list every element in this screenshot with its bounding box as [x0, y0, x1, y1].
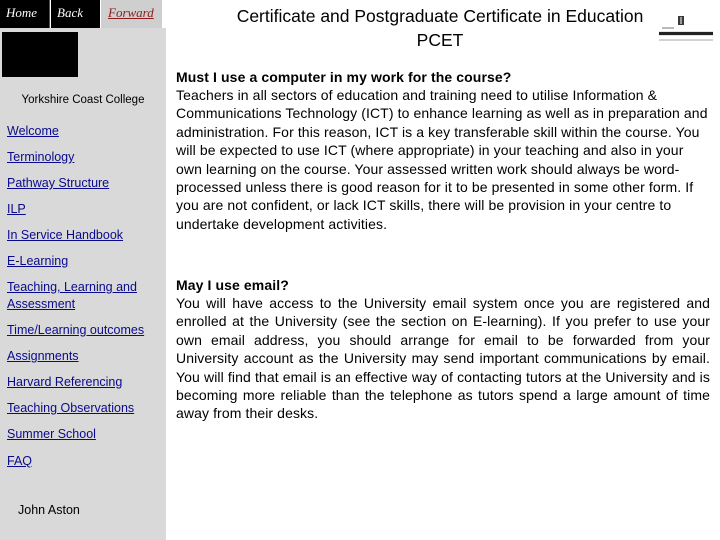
page-title	[218, 4, 662, 52]
sidebar-link-harvard-referencing[interactable]: Harvard Referencing	[7, 375, 123, 389]
page-title-line2: PCET	[416, 30, 464, 50]
author-name: John Aston	[18, 503, 80, 517]
sidebar-link-teaching-learning-assessment[interactable]: Teaching, Learning and Assessment	[7, 280, 137, 311]
sidebar-image-placeholder	[2, 32, 78, 77]
sidebar-link-in-service-handbook[interactable]: In Service Handbook	[7, 228, 124, 242]
question-title-email: May I use email?	[176, 277, 289, 293]
forward-button[interactable]: Forward	[101, 0, 162, 28]
sidebar-link-time-learning-outcomes[interactable]: Time/Learning outcomes	[7, 323, 145, 337]
sidebar-link-welcome[interactable]: Welcome	[7, 124, 59, 138]
answer-computer: Teachers in all sectors of education and training need to utilise Information & Communications Technology (ICT) to enhance learning as well as in preparation and administration. For this reason, ICT is a key transferable skill within the course. You will be expected to use ICT (where appropriate) in your teaching and also in your own learning on the course. Your assessed written work should always be word-processed unless there is good reason for it to be presented in some other form. If you are not confident, or lack ICT skills, there will be provision in your centre to undertake development activities.	[176, 87, 708, 232]
page-title-line1: Certificate and Postgraduate Certificate in Education	[236, 6, 644, 26]
university-logo-icon	[656, 14, 716, 44]
sidebar-link-e-learning[interactable]: E-Learning	[7, 254, 69, 268]
home-button[interactable]: Home	[0, 0, 50, 28]
sidebar-link-faq[interactable]: FAQ	[7, 454, 33, 468]
sidebar-link-summer-school[interactable]: Summer School	[7, 427, 96, 441]
back-button[interactable]: Back	[51, 0, 100, 28]
sidebar-link-assignments[interactable]: Assignments	[7, 349, 79, 363]
content-block-email	[176, 276, 710, 423]
answer-email: You will have access to the University email system once you are registered and enrolled at the University (see the section on E-learning). If you prefer to use your own email address, you should arrange for email to be forwarded from your University account as the University may send important communications by email. You will find that email is an effective way of contacting tutors at the University and is becoming more reliable than the telephone as tutors spend a large amount of time away from their desks.	[176, 295, 710, 422]
sidebar	[0, 28, 166, 540]
question-title-computer: Must I use a computer in my work for the course?	[176, 69, 512, 85]
sidebar-link-ilp[interactable]: ILP	[7, 202, 26, 216]
top-navigation	[0, 0, 162, 28]
college-name: Yorkshire Coast College	[21, 94, 145, 106]
university-logo	[656, 14, 716, 44]
sidebar-link-pathway-structure[interactable]: Pathway Structure	[7, 176, 110, 190]
sidebar-link-teaching-observations[interactable]: Teaching Observations	[7, 401, 135, 415]
content-block-computer	[176, 68, 710, 233]
sidebar-link-terminology[interactable]: Terminology	[7, 150, 75, 164]
